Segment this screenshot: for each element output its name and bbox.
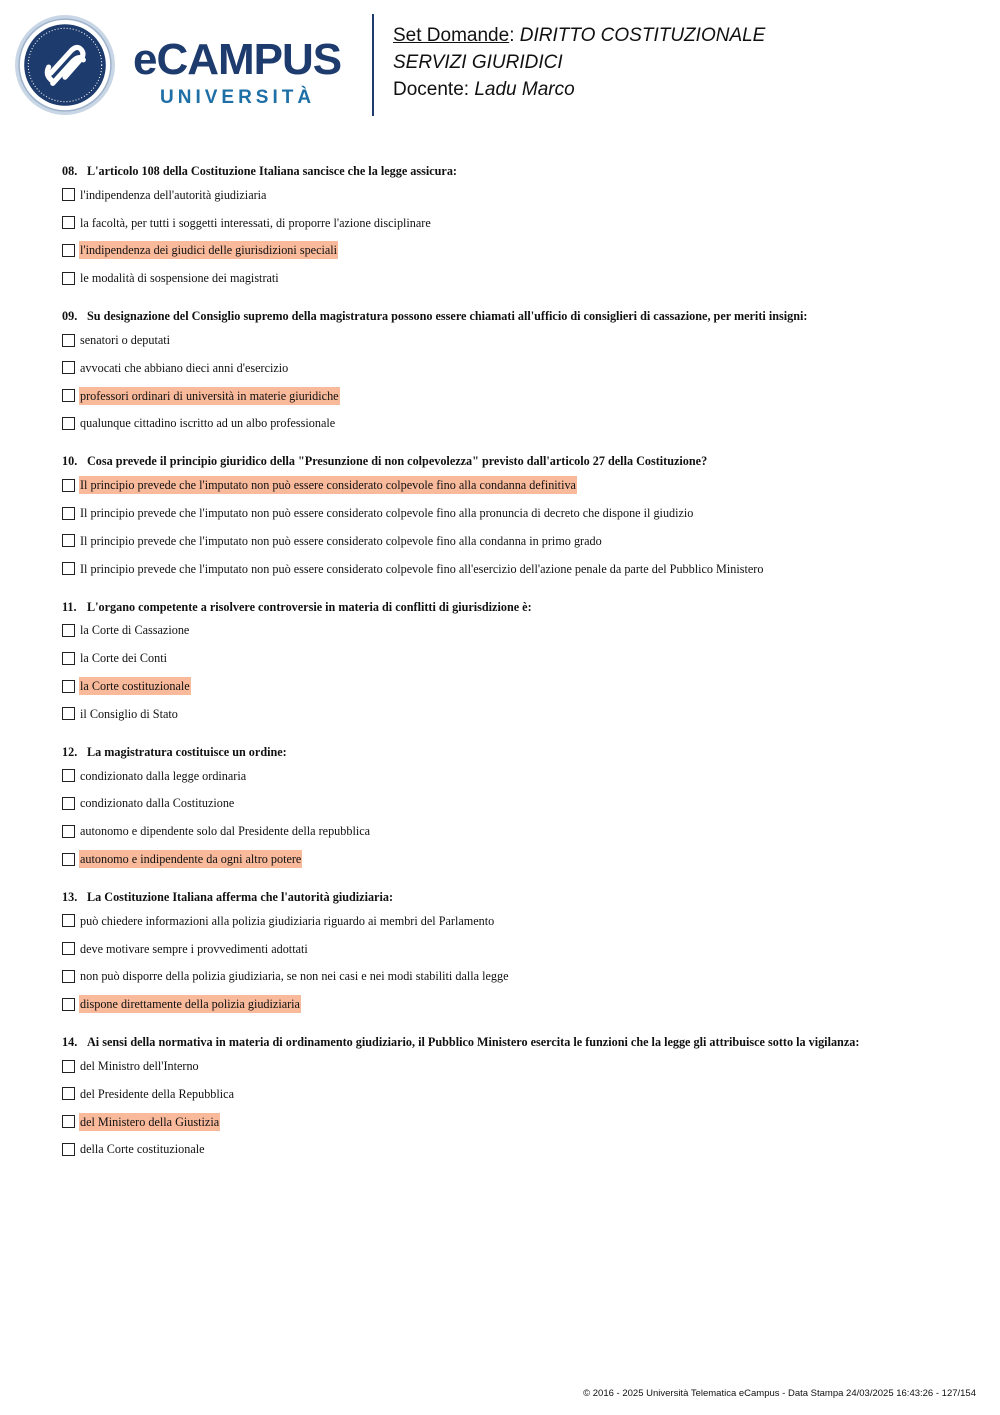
question-number: 14. bbox=[62, 1035, 78, 1050]
answer-option[interactable] bbox=[62, 963, 962, 991]
answer-option[interactable] bbox=[62, 935, 962, 963]
question-text: Cosa prevede il principio giuridico della "Presunzione di non colpevolezza" previsto dall'articolo 27 della Costituzione? bbox=[87, 454, 708, 469]
answer-option[interactable] bbox=[62, 817, 962, 845]
answer-text: autonomo e dipendente solo dal Presidente della repubblica bbox=[80, 824, 371, 839]
answer-option[interactable] bbox=[62, 762, 962, 790]
university-seal-logo bbox=[14, 14, 116, 116]
answer-checkbox[interactable] bbox=[62, 624, 75, 637]
answer-text-correct: dispone direttamente della polizia giudiziaria bbox=[80, 997, 300, 1012]
answer-option[interactable] bbox=[62, 1108, 962, 1136]
answer-text: Il principio prevede che l'imputato non può essere considerato colpevole fino alla condanna in primo grado bbox=[80, 533, 602, 548]
answer-text-correct: professori ordinari di università in materie giuridiche bbox=[80, 388, 339, 403]
subject-line-1: DIRITTO COSTITUZIONALE bbox=[519, 25, 766, 46]
header-divider bbox=[372, 14, 374, 116]
docente-line bbox=[393, 76, 765, 103]
header-info bbox=[393, 22, 765, 103]
question-text: Ai sensi della normativa in materia di ordinamento giudiziario, il Pubblico Ministero esercita le funzioni che la legge gli attribuisce sotto la vigilanza: bbox=[87, 1035, 860, 1050]
answer-text: Il principio prevede che l'imputato non può essere considerato colpevole fino alla pronuncia di decreto che dispone il giudizio bbox=[80, 506, 694, 521]
answer-text: della Corte costituzionale bbox=[80, 1142, 205, 1157]
answer-text: non può disporre della polizia giudiziaria, se non nei casi e nei modi stabiliti dalla legge bbox=[80, 969, 509, 984]
page-header bbox=[0, 0, 1000, 130]
answer-checkbox[interactable] bbox=[62, 825, 75, 838]
answer-option[interactable] bbox=[62, 1080, 962, 1108]
answer-option[interactable] bbox=[62, 499, 962, 527]
answer-checkbox[interactable] bbox=[62, 334, 75, 347]
answer-text: condizionato dalla legge ordinaria bbox=[80, 768, 247, 783]
question-title bbox=[62, 1032, 962, 1052]
answer-option[interactable] bbox=[62, 644, 962, 672]
answer-option[interactable] bbox=[62, 845, 962, 873]
question-title bbox=[62, 597, 962, 617]
answer-checkbox[interactable] bbox=[62, 188, 75, 201]
answer-checkbox[interactable] bbox=[62, 853, 75, 866]
answer-text-correct: autonomo e indipendente da ogni altro potere bbox=[80, 852, 302, 867]
answer-checkbox[interactable] bbox=[62, 769, 75, 782]
question-title bbox=[62, 306, 962, 326]
answer-checkbox[interactable] bbox=[62, 914, 75, 927]
answer-text-correct: Il principio prevede che l'imputato non può essere considerato colpevole fino alla condanna definitiva bbox=[80, 478, 576, 493]
question-text: L'organo competente a risolvere controversie in materia di conflitti di giurisdizione è: bbox=[87, 599, 532, 614]
answer-checkbox[interactable] bbox=[62, 361, 75, 374]
answer-option[interactable] bbox=[62, 209, 962, 237]
answer-checkbox[interactable] bbox=[62, 479, 75, 492]
question-block bbox=[62, 1032, 962, 1163]
answer-checkbox[interactable] bbox=[62, 389, 75, 402]
question-block bbox=[62, 451, 962, 582]
answer-text: la facoltà, per tutti i soggetti interessati, di proporre l'azione disciplinare bbox=[80, 215, 431, 230]
answer-checkbox[interactable] bbox=[62, 680, 75, 693]
answer-checkbox[interactable] bbox=[62, 562, 75, 575]
answer-text: l'indipendenza dell'autorità giudiziaria bbox=[80, 187, 267, 202]
question-list bbox=[62, 161, 962, 1177]
question-number: 10. bbox=[62, 454, 78, 469]
set-separator: : bbox=[509, 25, 520, 46]
answer-checkbox[interactable] bbox=[62, 970, 75, 983]
answer-text: può chiedere informazioni alla polizia giudiziaria riguardo ai membri del Parlamento bbox=[80, 913, 495, 928]
answer-checkbox[interactable] bbox=[62, 942, 75, 955]
subject-line-2: SERVIZI GIURIDICI bbox=[393, 52, 563, 73]
page-footer: © 2016 - 2025 Università Telematica eCampus - Data Stampa 24/03/2025 16:43:26 - 127/154 bbox=[583, 1388, 976, 1399]
question-title bbox=[62, 742, 962, 762]
answer-text: condizionato dalla Costituzione bbox=[80, 796, 235, 811]
question-text: La Costituzione Italiana afferma che l'autorità giudiziaria: bbox=[87, 889, 394, 904]
answer-text: del Ministro dell'Interno bbox=[80, 1059, 199, 1074]
answer-checkbox[interactable] bbox=[62, 998, 75, 1011]
answer-checkbox[interactable] bbox=[62, 507, 75, 520]
question-number: 09. bbox=[62, 309, 78, 324]
question-text: Su designazione del Consiglio supremo della magistratura possono essere chiamati all'ufficio di consiglieri di cassazione, per meriti insigni: bbox=[87, 309, 808, 324]
answer-text-correct: l'indipendenza dei giudici delle giurisdizioni speciali bbox=[80, 243, 338, 258]
answer-text: il Consiglio di Stato bbox=[80, 706, 178, 721]
answer-option[interactable] bbox=[62, 700, 962, 728]
answer-option[interactable] bbox=[62, 237, 962, 265]
question-block bbox=[62, 887, 962, 1018]
answer-checkbox[interactable] bbox=[62, 1087, 75, 1100]
answer-text: qualunque cittadino iscritto ad un albo professionale bbox=[80, 416, 336, 431]
question-title bbox=[62, 161, 962, 181]
question-number: 13. bbox=[62, 889, 78, 904]
answer-text-correct: la Corte costituzionale bbox=[80, 679, 190, 694]
answer-option[interactable] bbox=[62, 1136, 962, 1164]
answer-option[interactable] bbox=[62, 354, 962, 382]
answer-text-correct: del Ministero della Giustizia bbox=[80, 1114, 220, 1129]
answer-checkbox[interactable] bbox=[62, 417, 75, 430]
answer-text: del Presidente della Repubblica bbox=[80, 1086, 234, 1101]
answer-checkbox[interactable] bbox=[62, 1060, 75, 1073]
question-number: 12. bbox=[62, 744, 78, 759]
answer-checkbox[interactable] bbox=[62, 707, 75, 720]
answer-checkbox[interactable] bbox=[62, 534, 75, 547]
answer-option[interactable] bbox=[62, 527, 962, 555]
answer-option[interactable] bbox=[62, 382, 962, 410]
answer-option[interactable] bbox=[62, 326, 962, 354]
set-label: Set Domande bbox=[393, 25, 510, 46]
answer-checkbox[interactable] bbox=[62, 1143, 75, 1156]
answer-text: le modalità di sospensione dei magistrati bbox=[80, 271, 279, 286]
answer-text: senatori o deputati bbox=[80, 333, 171, 348]
answer-option[interactable] bbox=[62, 471, 962, 499]
answer-option[interactable] bbox=[62, 672, 962, 700]
answer-option[interactable] bbox=[62, 410, 962, 438]
ecampus-wordmark: eCAMPUS bbox=[133, 35, 342, 84]
answer-text: la Corte di Cassazione bbox=[80, 623, 190, 638]
answer-text: Il principio prevede che l'imputato non può essere considerato colpevole fino all'esercizio dell'azione penale da parte del Pubblico Ministero bbox=[80, 561, 764, 576]
answer-text: deve motivare sempre i provvedimenti adottati bbox=[80, 941, 308, 956]
answer-option[interactable] bbox=[62, 790, 962, 818]
answer-checkbox[interactable] bbox=[62, 797, 75, 810]
question-title bbox=[62, 451, 962, 471]
answer-checkbox[interactable] bbox=[62, 652, 75, 665]
answer-checkbox[interactable] bbox=[62, 216, 75, 229]
docente-label: Docente: bbox=[393, 79, 475, 100]
answer-text: la Corte dei Conti bbox=[80, 651, 167, 666]
question-number: 11. bbox=[62, 599, 77, 614]
answer-text: avvocati che abbiano dieci anni d'esercizio bbox=[80, 360, 289, 375]
answer-option[interactable] bbox=[62, 990, 962, 1018]
question-block bbox=[62, 161, 962, 292]
question-text: La magistratura costituisce un ordine: bbox=[87, 744, 287, 759]
question-block bbox=[62, 742, 962, 873]
answer-option[interactable] bbox=[62, 1052, 962, 1080]
question-text: L'articolo 108 della Costituzione Italiana sancisce che la legge assicura: bbox=[87, 164, 457, 178]
answer-option[interactable] bbox=[62, 555, 962, 583]
answer-option[interactable] bbox=[62, 907, 962, 935]
answer-checkbox[interactable] bbox=[62, 272, 75, 285]
question-block bbox=[62, 597, 962, 728]
answer-option[interactable] bbox=[62, 264, 962, 292]
answer-option[interactable] bbox=[62, 617, 962, 645]
question-number: 08. bbox=[62, 164, 78, 178]
answer-checkbox[interactable] bbox=[62, 244, 75, 257]
answer-option[interactable] bbox=[62, 181, 962, 209]
docente-name: Ladu Marco bbox=[474, 79, 575, 100]
universita-wordmark: UNIVERSITÀ bbox=[160, 87, 316, 108]
question-title bbox=[62, 887, 962, 907]
question-block bbox=[62, 306, 962, 437]
set-line bbox=[393, 22, 765, 49]
answer-checkbox[interactable] bbox=[62, 1115, 75, 1128]
